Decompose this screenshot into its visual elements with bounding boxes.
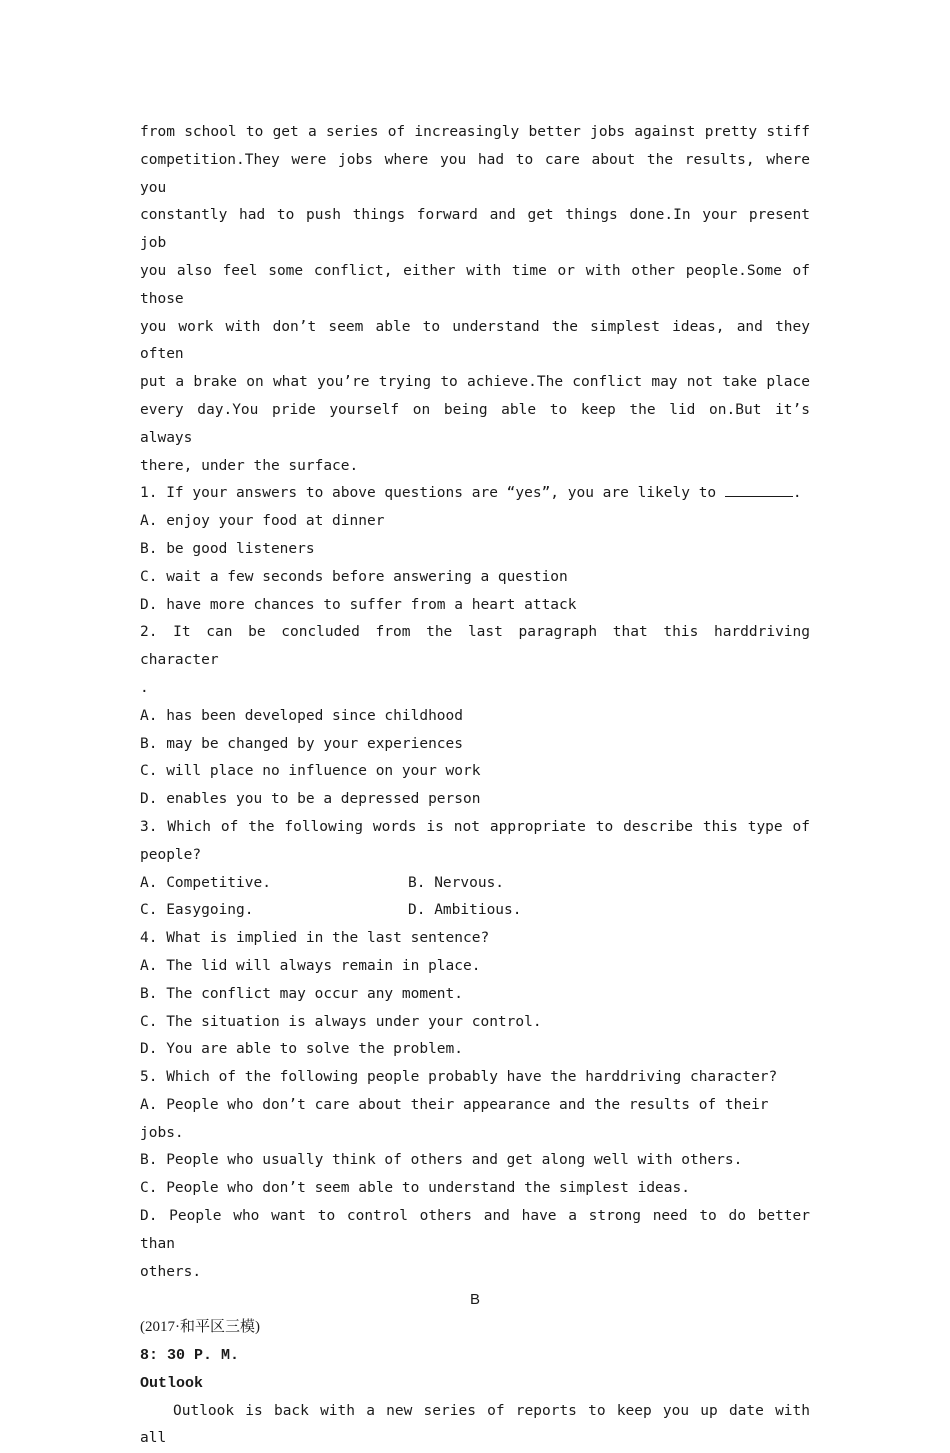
option: C. Easygoing. (140, 902, 254, 919)
option: D. enables you to be a depressed person (140, 791, 481, 808)
question-stem-continued: people? (140, 846, 202, 863)
question-2 (140, 619, 810, 814)
passage-line: from school to get a series of increasingly better jobs against pretty stiff (140, 124, 810, 140)
passage-line: you work with don’t seem able to understand the simplest ideas, and they often (140, 318, 810, 363)
option: A. The lid will always remain in place. (140, 957, 481, 974)
answer-blank (725, 480, 793, 497)
option: C. The situation is always under your control. (140, 1013, 542, 1030)
program-description: Outlook is back with a new series of reports to keep you up date with all (140, 1402, 810, 1447)
option-row (140, 897, 810, 925)
passage-line: put a brake on what you’re trying to achieve.The conflict may not take place (140, 374, 810, 391)
passage-line: you also feel some conflict, either with time or with other people.Some of those (140, 262, 810, 307)
question-end: . (792, 485, 802, 502)
program-title: Outlook (140, 1374, 204, 1392)
option: C. People who don’t seem able to understand the simplest ideas. (140, 1180, 690, 1197)
question-text: 1. If your answers to above questions are “yes”, you are likely to (140, 485, 725, 502)
question-stem: 4. What is implied in the last sentence? (140, 930, 490, 947)
question-stem (140, 480, 810, 508)
question-stem: 2. It can be concluded from the last paragraph that this harddriving character (140, 624, 810, 669)
section-label: B (469, 1291, 480, 1309)
question-stem: 5. Which of the following people probably have the harddriving character? (140, 1069, 778, 1086)
option: B. be good listeners (140, 540, 315, 557)
question-stem-continued: . (140, 679, 149, 696)
option: D. Ambitious. (408, 902, 522, 919)
question-5 (140, 1064, 810, 1286)
passage-line: every day.You pride yourself on being able to keep the lid on.But it’s always (140, 401, 810, 446)
option: D. People who want to control others and have a strong need to do better than (140, 1208, 810, 1252)
option-row (140, 870, 810, 898)
question-stem: 3. Which of the following words is not appropriate to describe this type of (140, 818, 810, 835)
passage (140, 119, 810, 480)
program-time: 8: 30 P. M. (140, 1347, 240, 1365)
option: A. People who don’t care about their appearance and the results of their jobs. (140, 1096, 778, 1141)
option: B. People who usually think of others and get along well with others. (140, 1152, 743, 1169)
option: C. will place no influence on your work (140, 763, 481, 780)
option: B. Nervous. (408, 874, 505, 891)
option: D. have more chances to suffer from a heart attack (140, 596, 577, 613)
passage-line: competition.They were jobs where you had to care about the results, where you (140, 151, 810, 196)
section-b (140, 1286, 810, 1453)
passage-line: there, under the surface. (140, 457, 359, 474)
question-4 (140, 925, 810, 1064)
option: A. has been developed since childhood (140, 707, 464, 724)
option: C. wait a few seconds before answering a question (140, 568, 568, 585)
document-page (140, 119, 810, 1453)
source-note: (2017·和平区三模) (140, 1319, 260, 1336)
passage-line: constantly had to push things forward and get things done.In your present job (140, 207, 810, 252)
question-3 (140, 814, 810, 925)
option: A. Competitive. (140, 874, 271, 891)
option-continued: others. (140, 1263, 202, 1280)
option: D. You are able to solve the problem. (140, 1041, 464, 1058)
option: A. enjoy your food at dinner (140, 513, 385, 530)
option: B. may be changed by your experiences (140, 735, 464, 752)
option: B. The conflict may occur any moment. (140, 985, 464, 1002)
question-1 (140, 480, 810, 619)
